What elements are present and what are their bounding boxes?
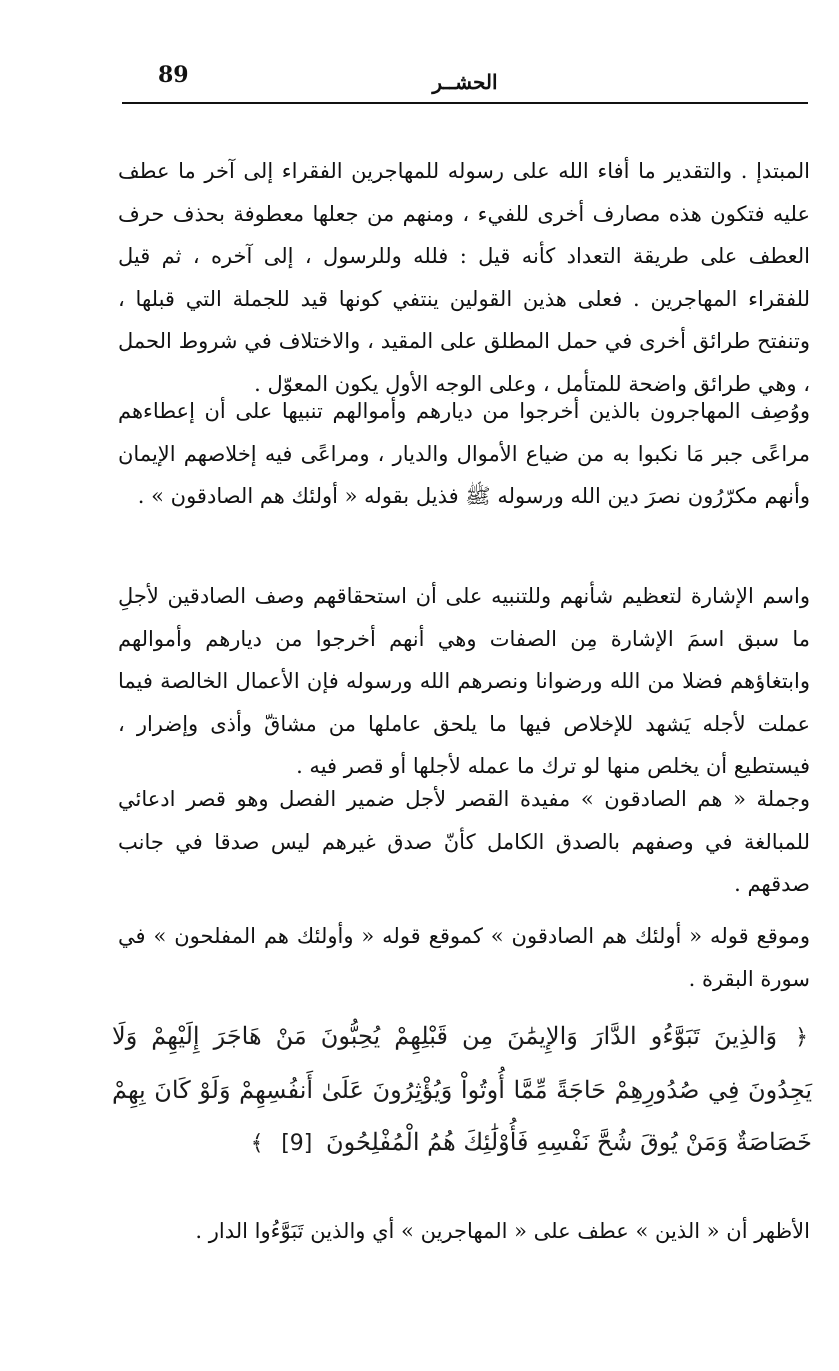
verse-open-ornament: ﴿ — [795, 1025, 808, 1050]
page-number: 89 — [158, 62, 189, 88]
paragraph-text: المبتدإ . والتقدير ما أفاء الله على رسوله للمهاجرين الفقراء إلى آخر ما عطف عليه فتكون هذه مصارف أخرى للفيء ، ومنهم من جعلها معطوفة بحذف حرف العطف على طريقة التعداد كأنه قيل : فلله وللرسول ، إلى آخره ، ثم قيل للفقراء المهاجرين . فعلى هذين القولين ينتفي كونها قيد للجملة التي قبلها ، وتنفتح طرائق أخرى في حمل المطلق على المقيد ، والاختلاف في شروط الحمل ، وهي طرائق واضحة للمتأمل ، وعلى الوجه الأول يكون المعوّل . — [118, 159, 810, 396]
paragraph-text: وجملة « هم الصادقون » مفيدة القصر لأجل ضمير الفصل وهو قصر ادعائي للمبالغة في وصفهم بالصدق الكامل كأنّ صدق غيرهم ليس صدقا في جانب صدقهم . — [118, 787, 810, 896]
running-title: الحشــر — [432, 70, 498, 94]
paragraph-text: وموقع قوله « أولئك هم الصادقون » كموقع قوله « وأولئك هم المفلحون » في سورة البقرة . — [118, 924, 810, 991]
verse-number: [9] — [281, 1131, 313, 1156]
paragraph-4 — [118, 778, 810, 906]
paragraph-5 — [118, 915, 810, 1000]
paragraph-1 — [118, 150, 810, 405]
closing-paragraph — [118, 1210, 810, 1253]
paragraph-text: واسم الإشارة لتعظيم شأنهم وللتنبيه على أن استحقاقهم وصف الصادقين لأجلِ ما سبق اسمَ الإشارة مِن الصفات وهي أنهم أخرجوا من ديارهم وأموالهم وابتغاؤهم فضلا من الله ورضوانا ونصرهم الله ورسوله فإن الأعمال الخالصة فيما عملت لأجله يَشهد للإخلاص فيها ما يلحق عاملها من مشاقّ وأذى وإضرار ، فيستطيع أن يخلص منها لو ترك ما عمله لأجلها أو قصر فيه . — [118, 584, 811, 778]
paragraph-text: الأظهر أن « الذين » عطف على « المهاجرين » أي والذين تَبَوَّءُوا الدار . — [195, 1219, 810, 1243]
paragraph-text: ووُصِف المهاجرون بالذين أخرجوا من ديارهم وأموالهم تنبيها على أن إعطاءهم مراعًى جبر مَا نكبوا به من ضياع الأموال والديار ، ومراعًى فيه إخلاصهم الإيمان وأنهم مكرّرُون نصرَ دين الله ورسوله ﷺ فذيل بقوله « أولئك هم الصادقون » . — [118, 399, 810, 508]
paragraph-2 — [118, 390, 810, 518]
verse-close-ornament: ﴾ — [250, 1131, 264, 1156]
page-header — [122, 62, 808, 104]
verse-text: وَالذِينَ تَبَوَّءُو الدَّارَ وَالإِيمَٰنَ مِن قَبْلِهِمْ يُحِبُّونَ مَنْ هَاجَرَ إِلَيْهِمْ وَلَا يَجِدُونَ فِي صُدُورِهِمْ حَاجَةً مِّمَّا أُوتُواْ وَيُؤْثِرُونَ عَلَىٰ أَنفُسِهِمْ وَلَوْ كَانَ بِهِمْ خَصَاصَةٌ وَمَنْ يُوقَ شُحَّ نَفْسِهِ فَأُوْلَٰئِكَ هُمُ الْمُفْلِحُونَ — [112, 1022, 812, 1156]
quran-verse — [112, 1010, 812, 1170]
paragraph-3 — [118, 575, 810, 788]
